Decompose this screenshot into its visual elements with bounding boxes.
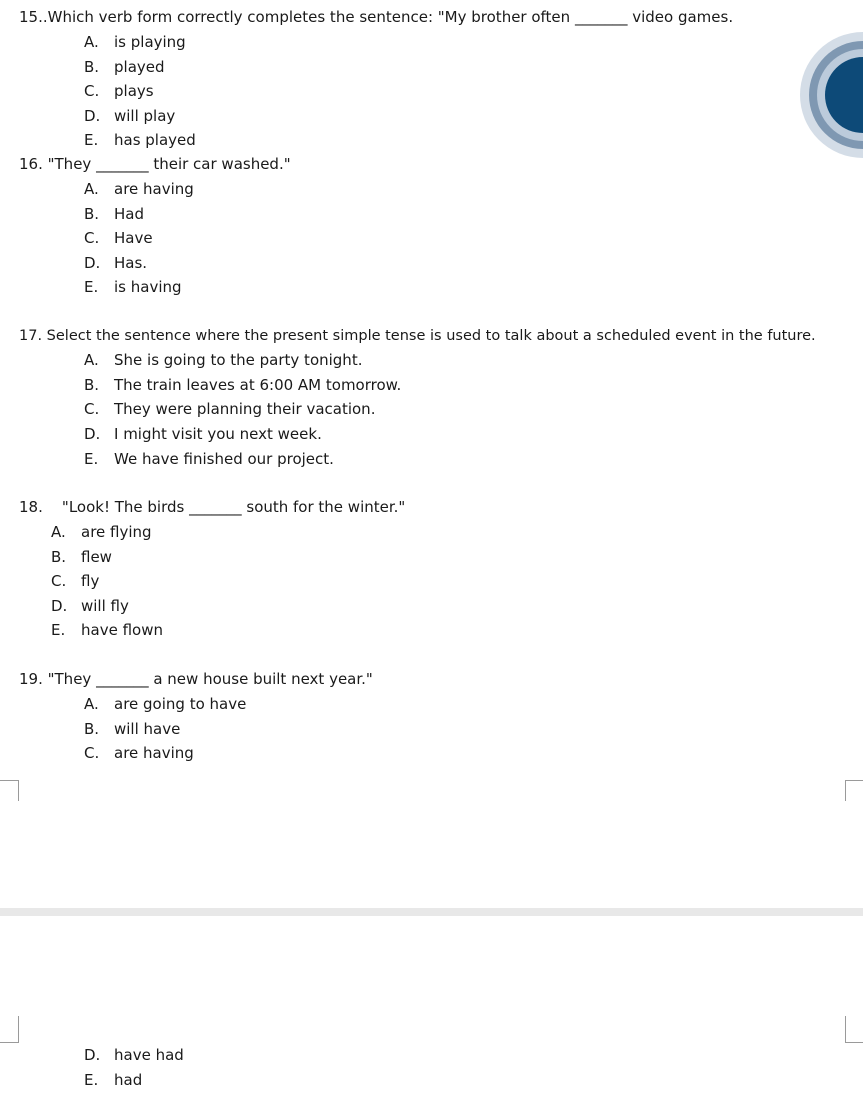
option-text: will have: [114, 719, 181, 738]
option-text: Has.: [114, 253, 148, 272]
option-text: She is going to the party tonight.: [114, 351, 363, 369]
question-15-options: [84, 33, 196, 156]
option-letter: E.: [84, 1070, 99, 1089]
option-text: are having: [114, 180, 194, 198]
option-e: [51, 621, 163, 646]
option-letter: A.: [84, 695, 99, 713]
option-b: [51, 548, 163, 573]
option-a: [84, 180, 194, 205]
option-b: [84, 58, 196, 83]
option-letter: A.: [84, 351, 99, 369]
option-text: flew: [81, 547, 112, 566]
question-19-stem: 19. "They _______ a new house built next year.": [19, 670, 373, 688]
option-letter: A.: [84, 180, 99, 198]
option-text: had: [114, 1070, 143, 1089]
option-text: I might visit you next week.: [114, 425, 322, 444]
option-text: The train leaves at 6:00 AM tomorrow.: [114, 375, 402, 394]
option-a: [51, 523, 163, 548]
option-letter: C.: [84, 400, 100, 419]
option-d: [84, 254, 194, 279]
page-break: [0, 908, 863, 916]
option-text: Had: [114, 204, 144, 223]
option-text: They were planning their vacation.: [114, 400, 376, 419]
page-margin-mark: [845, 1016, 863, 1043]
option-a: [84, 695, 246, 720]
option-text: We have finished our project.: [114, 449, 334, 468]
decorative-circle-graphic: [800, 32, 863, 158]
option-letter: E.: [51, 621, 66, 639]
option-c: [84, 400, 401, 425]
option-text: is playing: [114, 33, 186, 51]
option-b: [84, 205, 194, 230]
option-d: [84, 425, 401, 450]
option-text: Have: [114, 229, 153, 247]
option-letter: A.: [51, 523, 66, 541]
option-text: are flying: [81, 523, 152, 541]
option-letter: B.: [51, 547, 67, 566]
option-text: are having: [114, 744, 194, 762]
option-letter: C.: [84, 229, 100, 247]
option-b: [84, 376, 401, 401]
option-text: played: [114, 57, 165, 76]
option-letter: E.: [84, 278, 99, 296]
option-letter: D.: [84, 253, 101, 272]
option-letter: C.: [84, 744, 100, 762]
page-margin-mark: [845, 780, 863, 801]
option-letter: B.: [84, 57, 100, 76]
option-text: will fly: [81, 596, 129, 615]
option-letter: E.: [84, 449, 99, 468]
option-e: [84, 450, 401, 475]
option-e: [84, 278, 194, 303]
option-letter: B.: [84, 204, 100, 223]
option-letter: D.: [51, 596, 68, 615]
option-d: [84, 107, 196, 132]
option-text: is having: [114, 278, 182, 296]
option-text: plays: [114, 82, 154, 100]
option-text: have flown: [81, 621, 163, 639]
question-17-stem: 17. Select the sentence where the present simple tense is used to talk about a scheduled event in the future.: [19, 328, 816, 344]
option-e: [84, 131, 196, 156]
option-letter: D.: [84, 106, 101, 125]
option-letter: D.: [84, 1046, 101, 1064]
question-17-options: [84, 351, 401, 474]
page-margin-mark: [0, 780, 19, 801]
option-c: [51, 572, 163, 597]
option-letter: B.: [84, 375, 100, 394]
option-letter: E.: [84, 131, 99, 149]
option-c: [84, 229, 194, 254]
option-d: [51, 597, 163, 622]
option-letter: C.: [84, 82, 100, 100]
question-15-stem: 15..Which verb form correctly completes the sentence: "My brother often _______ video games.: [19, 8, 734, 26]
question-16-options: [84, 180, 194, 303]
option-a: [84, 351, 401, 376]
option-c: [84, 744, 246, 769]
option-e: [84, 1071, 184, 1096]
option-text: will play: [114, 106, 176, 125]
page-margin-mark: [0, 1016, 19, 1043]
question-18-stem: 18. "Look! The birds _______ south for the winter.": [19, 498, 406, 516]
question-18-options: [51, 523, 163, 646]
option-text: are going to have: [114, 695, 247, 713]
question-16-stem: 16. "They _______ their car washed.": [19, 155, 291, 173]
question-19-options-part1: [84, 695, 246, 769]
option-c: [84, 82, 196, 107]
option-a: [84, 33, 196, 58]
option-letter: D.: [84, 425, 101, 444]
option-letter: B.: [84, 719, 100, 738]
option-letter: A.: [84, 33, 99, 51]
option-b: [84, 720, 246, 745]
option-text: have had: [114, 1046, 184, 1064]
option-text: fly: [81, 572, 100, 590]
option-text: has played: [114, 131, 196, 149]
option-d: [84, 1046, 184, 1071]
option-letter: C.: [51, 572, 67, 590]
question-19-options-part2: [84, 1046, 184, 1095]
